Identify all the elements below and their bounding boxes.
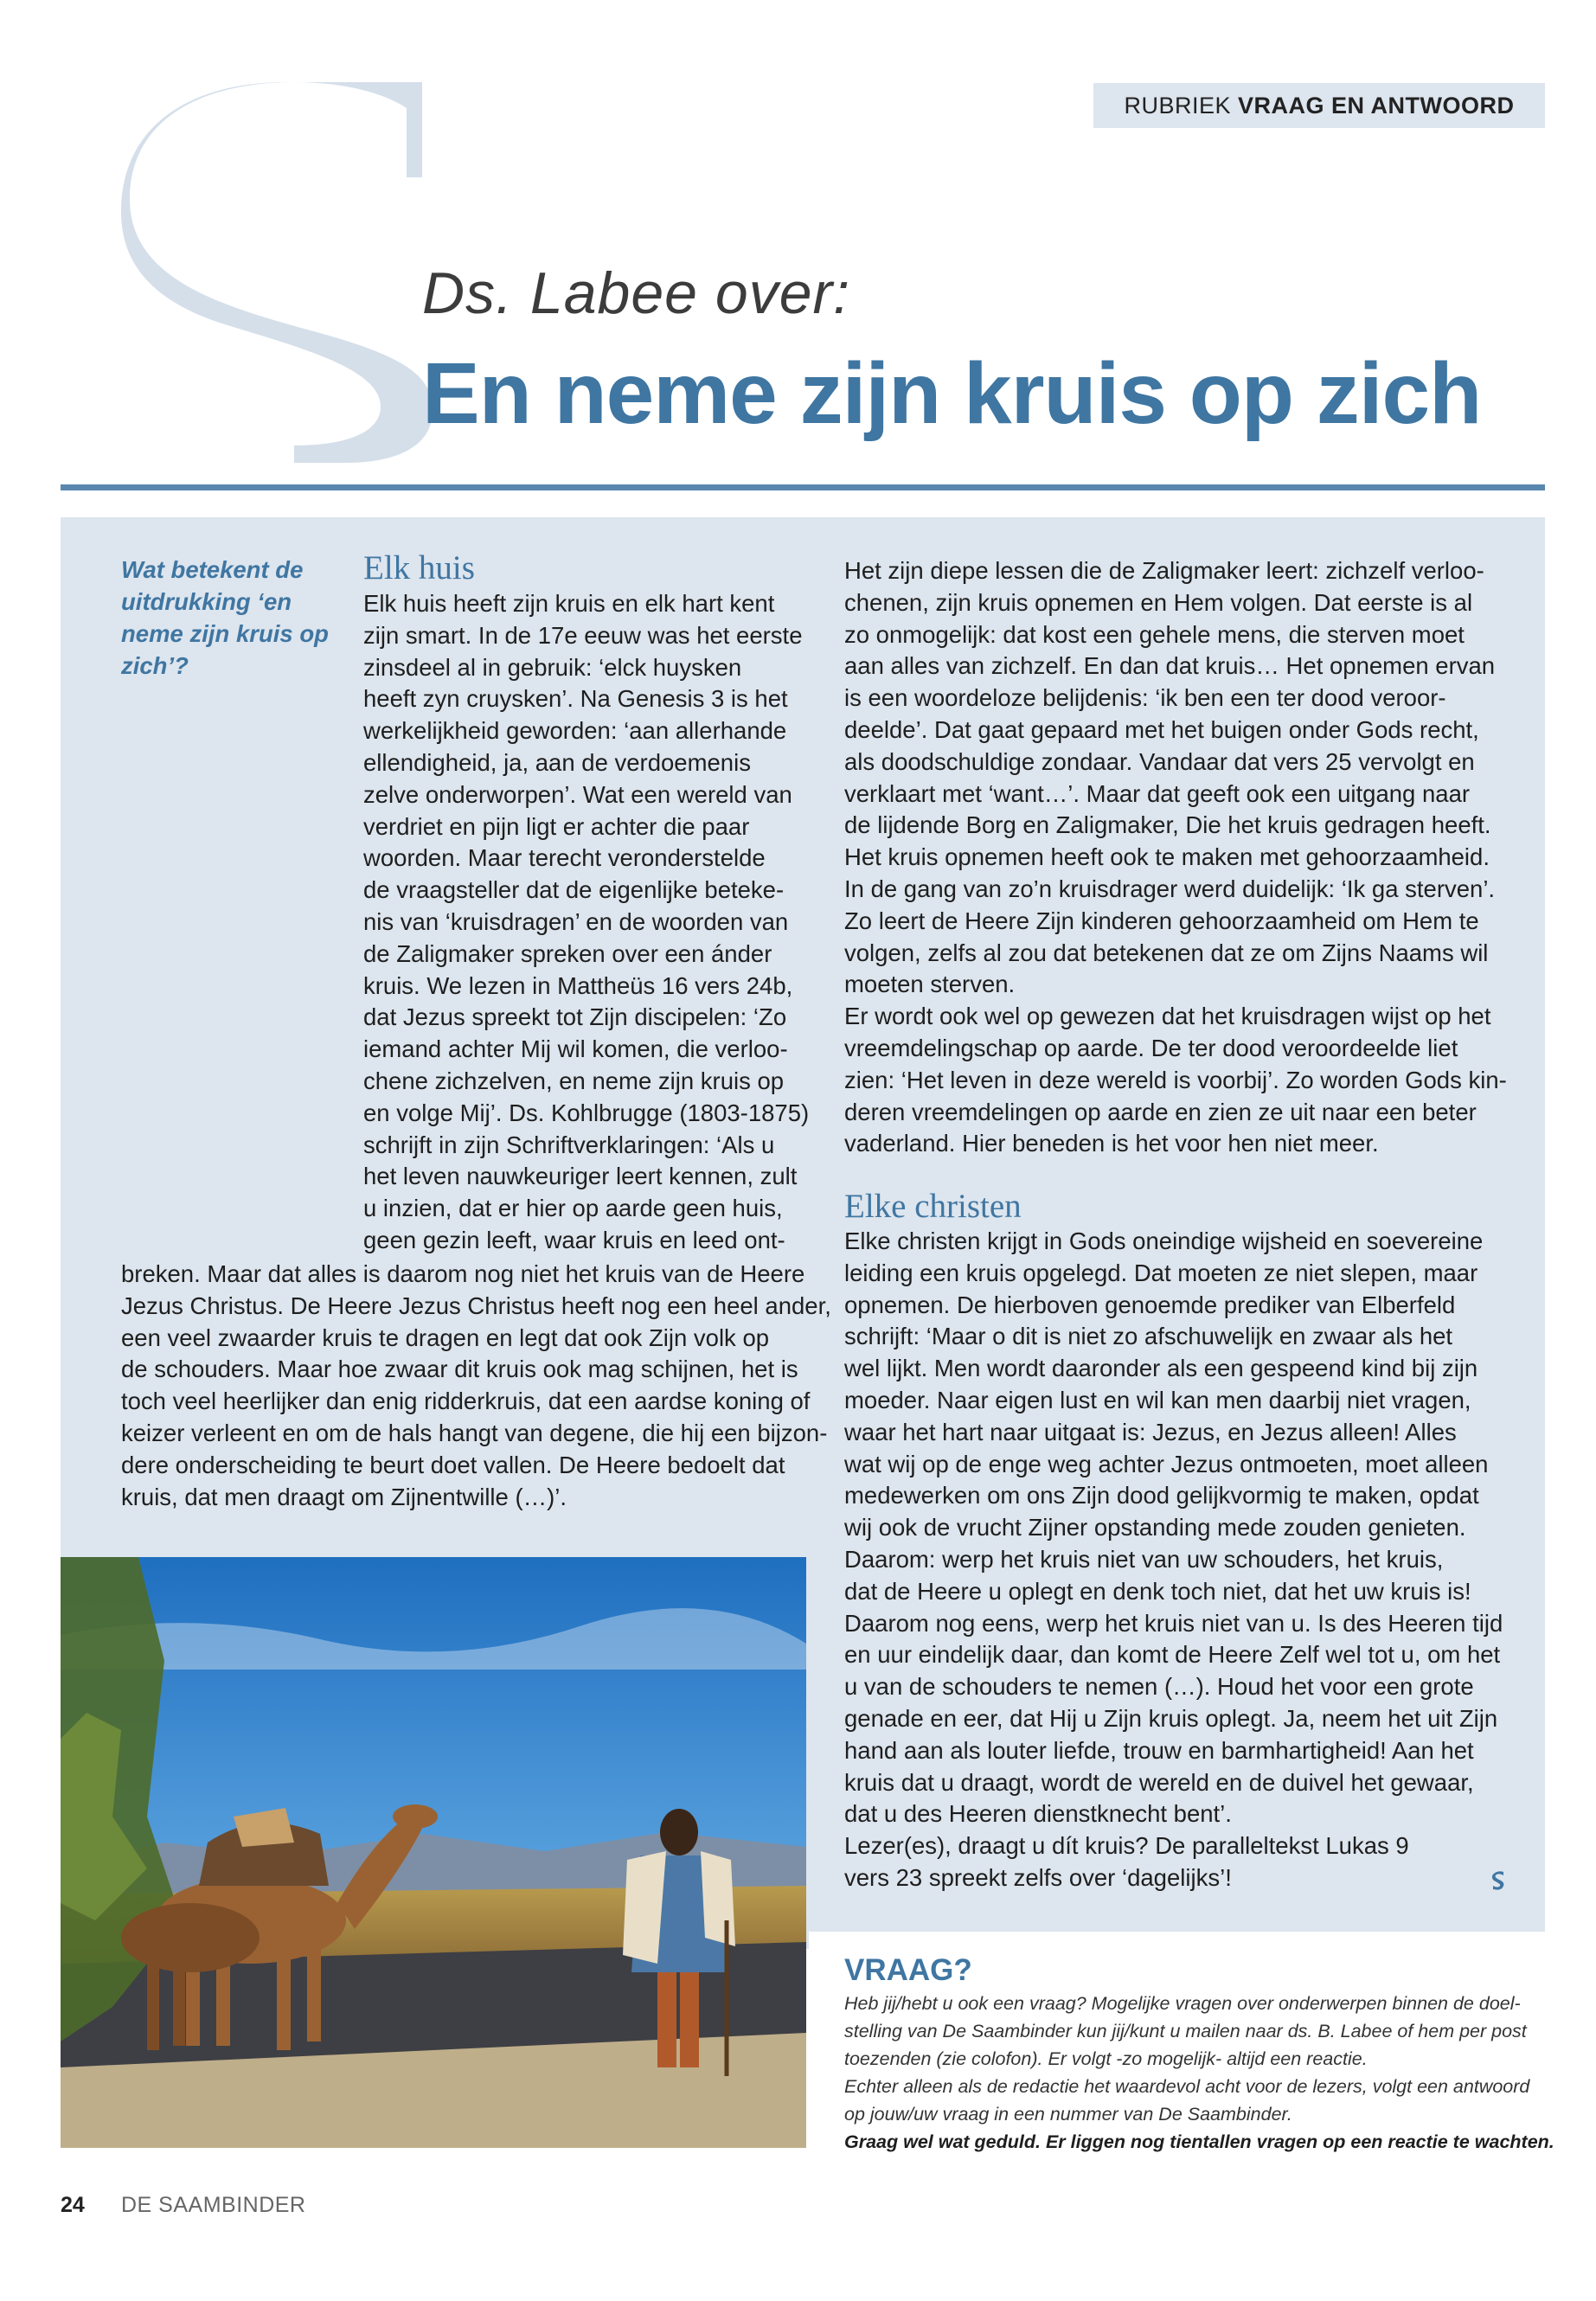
text-line: wij ook de vrucht Zijner opstanding mede zouden genieten. [844,1514,1466,1541]
text-line: kruis. We lezen in Mattheüs 16 vers 24b, [363,971,793,999]
text-line: zo onmogelijk: dat kost een gehele mens, die sterven moet [844,620,1465,648]
text-line: hand aan als louter liefde, trouw en barmhartigheid! Aan het [844,1736,1474,1764]
text-line: Elke christen krijgt in Gods oneindige wijsheid en soevereine [844,1227,1484,1254]
left-column-text [363,588,809,1257]
text-line: zijn smart. In de 17e eeuw was het eerste [363,621,803,649]
text-line: een veel zwaarder kruis te dragen en legt dat ook Zijn volk op [121,1324,770,1351]
text-line: opnemen. De hierboven genoemde prediker van Elberfeld [844,1291,1456,1318]
text-line: Het kruis opnemen heeft ook te maken met gehoorzaamheid. [844,843,1490,871]
vraag-box-line: Echter alleen als de redactie het waardevol acht voor de lezers, volgt een antwoord [844,2076,1530,2097]
article-title: En neme zijn kruis op zich [422,345,1482,442]
text-line: moeten sterven. [844,971,1016,998]
text-line: waar het hart naar uitgaat is: Jezus, en Jezus alleen! Alles [844,1418,1457,1445]
text-line: werkelijkheid geworden: ‘aan allerhande [363,717,787,745]
text-line: wat wij op de enge weg achter Jezus ontmoeten, moet alleen [844,1450,1489,1477]
text-line: In de gang van zo’n kruisdrager werd duidelijk: ‘Ik ga sterven’. [844,875,1496,902]
vraag-box-text [844,1990,1554,2156]
text-line: dere onderscheiding te beurt doet vallen. De Heere bedoelt dat [121,1451,785,1478]
text-line: nis van ‘kruisdragen’ en de woorden van [363,907,789,935]
text-line: wel lijkt. Men wordt daaronder als een gespeend kind bij zijn [844,1355,1478,1382]
vraag-box-line: toezenden (zie colofon). Er volgt -zo mogelijk- altijd een reactie. [844,2048,1368,2069]
text-line: woorden. Maar terecht veronderstelde [363,844,766,872]
text-line: schrijft in zijn Schriftverklaringen: ‘Als u [363,1131,775,1158]
text-line: volgen, zelfs al zou dat betekenen dat ze om Zijns Naams wil [844,939,1489,966]
text-line: vers 23 spreekt zelfs over ‘dagelijks’! [844,1863,1232,1891]
text-line: kruis, dat men draagt om Zijnentwille (…)’. [121,1483,567,1510]
text-line: genade en eer, dat Hij u Zijn kruis oplegt. Ja, neem het uit Zijn [844,1704,1498,1732]
text-line: vaderland. Hier beneden is het voor hen niet meer. [844,1130,1379,1157]
section-heading-elke-christen: Elke christen [844,1188,1022,1225]
vraag-box-line: Heb jij/hebt u ook een vraag? Mogelijke vragen over onderwerpen binnen de doel- [844,1993,1521,2014]
vraag-box-line: op jouw/uw vraag in een nummer van De Saambinder. [844,2104,1292,2125]
left-column-text-wide [121,1259,831,1513]
end-of-article-mark-icon [1490,1870,1509,1891]
text-line: breken. Maar dat alles is daarom nog niet het kruis van de Heere [121,1260,805,1287]
text-line: schrijft: ‘Maar o dit is niet zo afschuwelijk en zwaar als het [844,1323,1453,1350]
text-line: leiding een kruis opgelegd. Dat moeten ze niet slepen, maar [844,1259,1478,1286]
text-line: ellendigheid, ja, aan de verdoemenis [363,748,751,776]
vraag-box-title: VRAAG? [844,1953,972,1987]
text-line: toch veel heerlijker dan enig ridderkruis, dat een aardse koning of [121,1388,811,1415]
text-line: zelve onderworpen’. Wat een wereld van [363,780,792,808]
text-line: verklaart met ‘want…’. Maar dat geeft ook een uitgang naar [844,779,1471,807]
magazine-name: DE SAAMBINDER [121,2193,306,2217]
text-line: Lezer(es), draagt u dít kruis? De paralleltekst Lukas 9 [844,1832,1409,1860]
right-column-text [844,555,1507,1160]
text-line: vreemdelingschap op aarde. De ter dood veroordeelde liet [844,1034,1458,1061]
text-line: en uur eindelijk daar, dan komt de Heere Zelf wel tot u, om het [844,1641,1501,1669]
text-line: Het zijn diepe lessen die de Zaligmaker leert: zichzelf verloo- [844,557,1484,584]
text-line: dat de Heere u oplegt en denk toch niet, dat het uw kruis is! [844,1577,1471,1605]
vraag-box-line: stelling van De Saambinder kun jij/kunt u mailen naar ds. B. Labee of hem per post [844,2021,1527,2041]
text-line: chenen, zijn kruis opnemen en Hem volgen. Dat eerste is al [844,588,1473,616]
text-line: aan alles van zichzelf. En dan dat kruis… Het opnemen ervan [844,652,1496,680]
text-line: zien: ‘Het leven in deze wereld is voorbij’. Zo worden Gods kin- [844,1066,1507,1093]
text-line: Zo leert de Heere Zijn kinderen gehoorzaamheid om Hem te [844,907,1479,934]
text-line: het leven nauwkeuriger leert kennen, zult [363,1163,798,1190]
text-line: verdriet en pijn ligt er achter die paar [363,812,750,840]
text-line: dat Jezus spreekt tot Zijn discipelen: ‘Zo [363,1003,787,1031]
page-number: 24 [61,2193,85,2217]
text-line: u van de schouders te nemen (…). Houd het voor een grote [844,1673,1474,1701]
camels-photo [61,1557,806,2148]
reader-question: Wat betekent de uitdrukking ‘en neme zijn kruis op zich’? [121,556,329,679]
text-line: Daarom: werp het kruis niet van uw schouders, het kruis, [844,1545,1444,1573]
text-line: als doodschuldige zondaar. Vandaar dat vers 25 vervolgt en [844,747,1475,775]
text-line: deelde’. Dat gaat gepaard met het buigen onder Gods recht, [844,715,1479,743]
text-line: zinsdeel al in gebruik: ‘elck huysken [363,653,742,681]
text-line: Daarom nog eens, werp het kruis niet van u. Is des Heeren tijd [844,1609,1503,1637]
text-line: dat u des Heeren dienstknecht bent’. [844,1800,1232,1828]
vraag-box-closing: Graag wel wat geduld. Er liggen nog tientallen vragen op een reactie te wachten. [844,2131,1554,2152]
text-line: is een woordeloze belijdenis: ‘ik ben een ter dood veroor- [844,684,1446,712]
text-line: de schouders. Maar hoe zwaar dit kruis ook mag schijnen, het is [121,1356,798,1383]
section-heading-elk-huis: Elk huis [363,549,475,586]
text-line: heeft zyn cruysken’. Na Genesis 3 is het [363,685,788,713]
rubric-label: RUBRIEK VRAAG EN ANTWOORD [1093,83,1545,128]
text-line: keizer verleent en om de hals hangt van degene, die hij een bijzon- [121,1419,828,1446]
text-line: u inzien, dat er hier op aarde geen huis, [363,1195,783,1222]
text-line: de lijdende Borg en Zaligmaker, Die het kruis gedragen heeft. [844,811,1491,839]
text-line: Elk huis heeft zijn kruis en elk hart kent [363,590,775,617]
text-line: en volge Mij’. Ds. Kohlbrugge (1803-1875) [363,1099,810,1126]
text-line: Jezus Christus. De Heere Jezus Christus heeft nog een heel ander, [121,1292,831,1319]
text-line: de vraagsteller dat de eigenlijke beteke- [363,876,785,904]
article-subtitle: Ds. Labee over: [422,260,851,326]
text-line: chene zichzelven, en neme zijn kruis op [363,1067,785,1094]
title-rule [61,484,1545,490]
text-line: iemand achter Mij wil komen, die verloo- [363,1035,788,1063]
text-line: geen gezin leeft, waar kruis en leed ont- [363,1226,785,1253]
text-line: Er wordt ook wel op gewezen dat het kruisdragen wijst op het [844,1003,1491,1030]
text-line: medewerken om ons Zijn dood gelijkvormig te maken, opdat [844,1482,1479,1509]
text-line: de Zaligmaker spreken over een ánder [363,939,772,967]
text-line: deren vreemdelingen op aarde en zien ze uit naar een beter [844,1098,1477,1125]
right-column-text-continued [844,1226,1503,1894]
text-line: kruis dat u draagt, wordt de wereld en de duivel het gewaar, [844,1768,1474,1796]
panel-gap [809,1932,1545,1951]
text-line: moeder. Naar eigen lust en wil kan men daarbij niet vragen, [844,1386,1471,1413]
